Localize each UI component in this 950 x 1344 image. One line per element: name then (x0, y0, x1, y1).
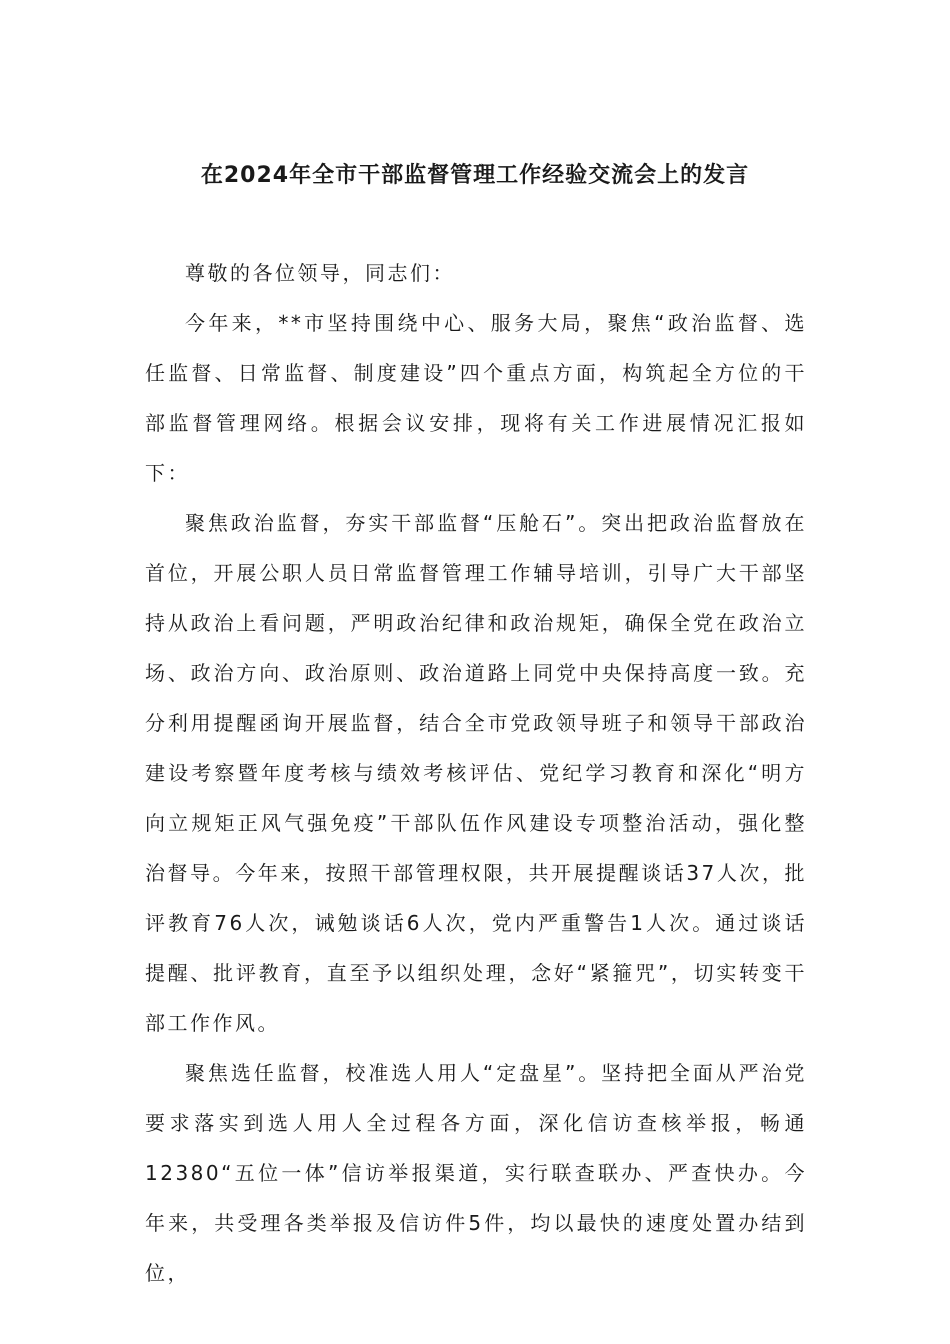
selection-supervision-paragraph: 聚焦选任监督，校准选人用人“定盘星”。坚持把全面从严治党要求落实到选人用人全过程各方面，深化信访查核举报，畅通12380“五位一体”信访举报渠道，实行联查联办、严查快办。今年来，共受理各类举报及信访件5件，均以最快的速度处置办结到位， (145, 1061, 807, 1285)
intro-paragraph: 今年来，**市坚持围绕中心、服务大局，聚焦“政治监督、选任监督、日常监督、制度建设”四个重点方面，构筑起全方位的干部监督管理网络。根据会议安排，现将有关工作进展情况汇报如下： (145, 311, 807, 485)
political-supervision-paragraph: 聚焦政治监督，夯实干部监督“压舱石”。突出把政治监督放在首位，开展公职人员日常监督管理工作辅导培训，引导广大干部坚持从政治上看问题，严明政治纪律和政治规矩，确保全党在政治立场、政治方向、政治原则、政治道路上同党中央保持高度一致。充分利用提醒函询开展监督，结合全市党政领导班子和领导干部政治建设考察暨年度考核与绩效考核评估、党纪学习教育和深化“明方向立规矩正风气强免疫”干部队伍作风建设专项整治活动，强化整治督导。今年来，按照干部管理权限，共开展提醒谈话37人次，批评教育76人次，诫勉谈话6人次，党内严重警告1人次。通过谈话提醒、批评教育，直至予以组织处理，念好“紧箍咒”，切实转变干部工作作风。 (145, 511, 807, 1035)
document-title: 在2024年全市干部监督管理工作经验交流会上的发言 (200, 163, 750, 188)
salutation-paragraph: 尊敬的各位领导，同志们： (185, 261, 455, 285)
document-body (145, 248, 807, 1298)
